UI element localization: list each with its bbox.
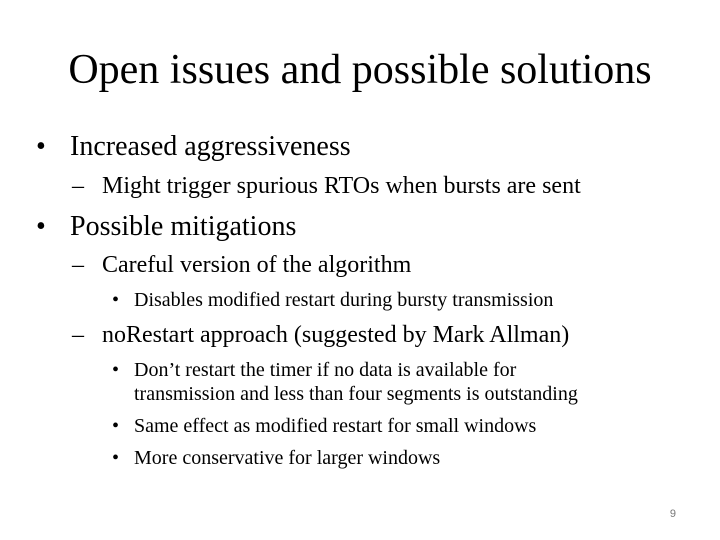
bullet-text: Increased aggressiveness (70, 131, 351, 162)
subsubbullet-text (134, 358, 578, 406)
subsubbullet-more-conservative (112, 446, 440, 470)
dash-marker: – (72, 322, 84, 348)
subsubbullet-text: More conservative for larger windows (134, 447, 441, 469)
bullet-increased-aggressiveness (36, 130, 351, 164)
subsubbullet-disables-restart (112, 288, 553, 312)
bullet-marker: • (36, 211, 46, 242)
dash-marker: – (72, 173, 84, 199)
bullet-marker: • (36, 131, 46, 162)
bullet-marker: • (112, 289, 120, 311)
bullet-marker: • (112, 359, 120, 381)
bullet-marker: • (112, 447, 120, 469)
dash-marker: – (72, 252, 84, 278)
subbullet-text: Careful version of the algorithm (102, 252, 412, 278)
subbullet-text: noRestart approach (suggested by Mark Allman) (102, 322, 570, 348)
subsubbullet-same-effect (112, 414, 536, 438)
text-line: transmission and less than four segments is outstanding (134, 383, 578, 405)
bullet-possible-mitigations (36, 210, 296, 244)
page-number: 9 (669, 508, 676, 520)
subbullet-spurious-rtos (72, 171, 581, 201)
subsubbullet-dont-restart (112, 358, 578, 406)
text-line: Don’t restart the timer if no data is available for (134, 359, 517, 381)
subsubbullet-text: Disables modified restart during bursty transmission (134, 289, 554, 311)
subbullet-norestart (72, 320, 569, 350)
subsubbullet-text: Same effect as modified restart for small windows (134, 415, 537, 437)
bullet-marker: • (112, 415, 120, 437)
subbullet-careful-version (72, 250, 411, 280)
slide-title: Open issues and possible solutions (68, 47, 652, 93)
subbullet-text: Might trigger spurious RTOs when bursts are sent (102, 173, 581, 199)
bullet-text: Possible mitigations (70, 211, 297, 242)
